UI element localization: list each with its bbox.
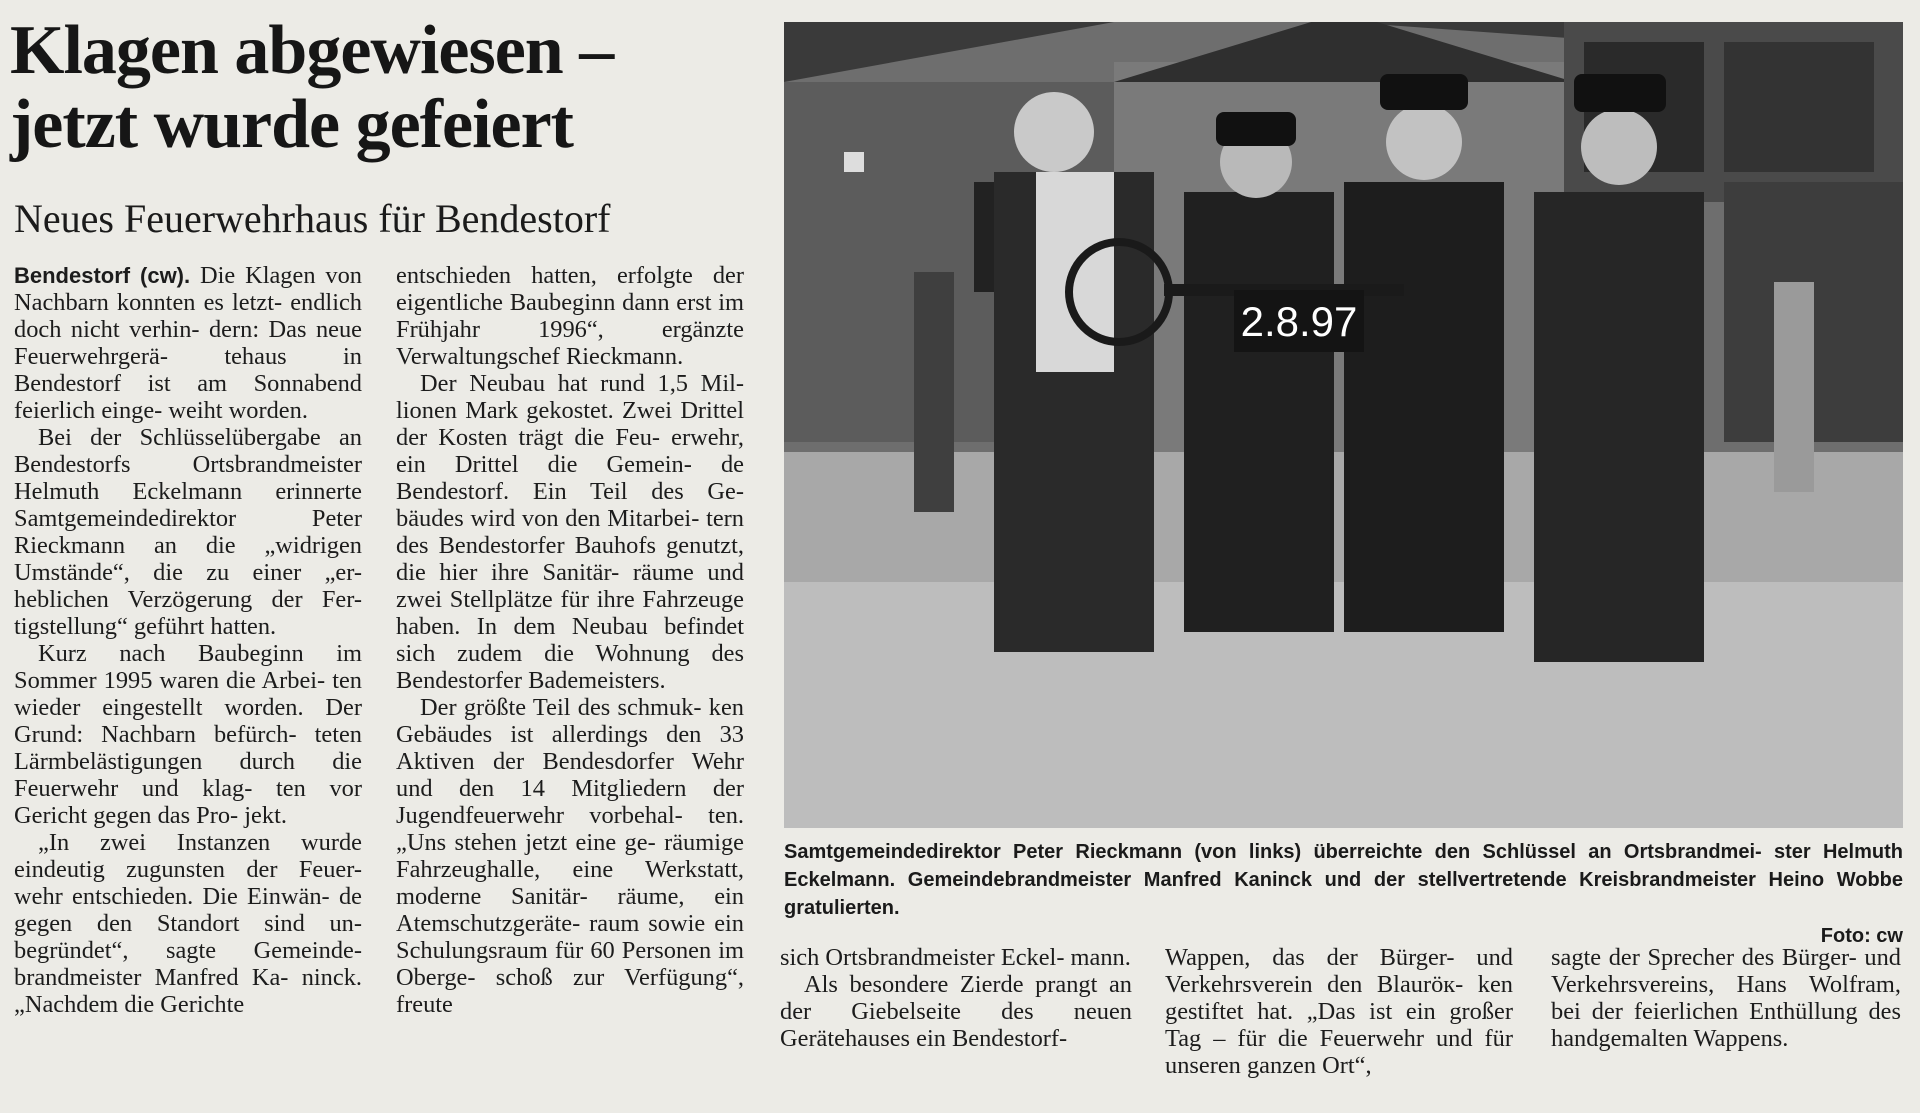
photo-caption <box>784 838 1903 950</box>
paragraph: „In zwei Instanzen wurde eindeutig zugunsten der Feuer- wehr entschieden. Die Einwän- de gegen den Standort sind un- begründet“, sagte Gemeinde- brandmeister Manfred Ka- ninck. „Nachdem die Gerichte <box>14 829 362 1018</box>
paragraph: Der Neubau hat rund 1,5 Mil- lionen Mark gekostet. Zwei Drittel der Kosten trägt die Feu- erwehr, ein Drittel die Gemein- de Bendestorf. Ein Teil des Ge- bäudes wird von den Mitarbei- tern des Bendestorfer Bauhofs genutzt, die hier ihre Sanitär- räume und zwei Stellplätze für ihre Fahrzeuge haben. In dem Neubau befindet sich zudem die Wohnung des Bendestorfer Bademeisters. <box>396 370 744 694</box>
paragraph: Der größte Teil des schmuk- ken Gebäudes ist allerdings den 33 Aktiven der Bendesdorfer Wehr und den 14 Mitgliedern der Jugendfeuerwehr vorbehal- ten. „Uns stehen jetzt eine ge- räumige Fahrzeughalle, eine Werkstatt, moderne Sanitär- räume, ein Atemschutzgeräte- raum sowie ein Schulungsraum für 60 Personen im Oberge- schoß zur Verfügung“, freute <box>396 694 744 1018</box>
paragraph: entschieden hatten, erfolgte der eigentliche Baubeginn dann erst im Frühjahr 1996“, ergänzte Verwaltungschef Rieckmann. <box>396 262 744 370</box>
article-column-4 <box>1165 944 1513 1079</box>
paragraph <box>14 262 362 424</box>
caption-text: Samtgemeindedirektor Peter Rieckmann (von links) überreichte den Schlüssel an Ortsbrandmei- ster Helmuth Eckelmann. Gemeindebrandmeister Manfred Kaninck und der stellvertretende Kreisbrandmeister Heino Wobbe gratulierten. <box>784 841 1903 919</box>
photo-illustration <box>784 22 1903 828</box>
headline-line-1: Klagen abgewiesen – <box>10 12 614 89</box>
key-tag-label: 2.8.97 <box>1240 298 1358 345</box>
paragraph: Kurz nach Baubeginn im Sommer 1995 waren die Arbei- ten wieder eingestellt worden. Der Grund: Nachbarn befürch- teten Lärmbelästigungen durch die Feuerwehr und klag- ten vor Gericht gegen das Pro- jekt. <box>14 640 362 829</box>
paragraph-text: Die Klagen von Nachbarn konnten es letzt- endlich doch nicht verhin- dern: Das neue Feuerwehrgerä- tehaus in Bendestorf ist am Sonnabend feierlich einge- weiht worden. <box>14 262 362 424</box>
photo-key-handover <box>784 22 1903 828</box>
photo-credit: Foto: cw <box>1820 925 1903 947</box>
paragraph: sagte der Sprecher des Bürger- und Verkehrsvereins, Hans Wolfram, bei der feierlichen Enthüllung des handgemalten Wappens. <box>1551 944 1901 1052</box>
paragraph: sich Ortsbrandmeister Eckel- mann. <box>780 944 1131 971</box>
paragraph: Wappen, das der Bürger- und Verkehrsverein den Blauröк- ken gestiftet hat. „Das ist ein großer Tag – für die Feuerwehr und für unseren ganzen Ort“, <box>1165 944 1513 1079</box>
paragraph: Bei der Schlüsselübergabe an Bendestorfs Ortsbrandmeister Helmuth Eckelmann erinnerte Samtgemeindedirektor Peter Rieckmann an die „widrigen Umstände“, die zu einer „er- heblichen Verzögerung der Fer- tigstellung“ geführt hatten. <box>14 424 362 640</box>
subheadline: Neues Feuerwehrhaus für Bendestorf <box>14 196 611 241</box>
article-column-3 <box>780 944 1132 1052</box>
dateline: Bendestorf (cw). <box>14 263 191 288</box>
article-column-1 <box>14 262 362 1018</box>
paragraph: Als besondere Zierde prangt an der Giebelseite des neuen Gerätehauses ein Bendestorf- <box>780 971 1132 1052</box>
headline <box>10 14 770 162</box>
article-column-5 <box>1551 944 1901 1052</box>
headline-line-2: jetzt wurde gefeiert <box>10 86 573 163</box>
article-column-2 <box>396 262 744 1018</box>
